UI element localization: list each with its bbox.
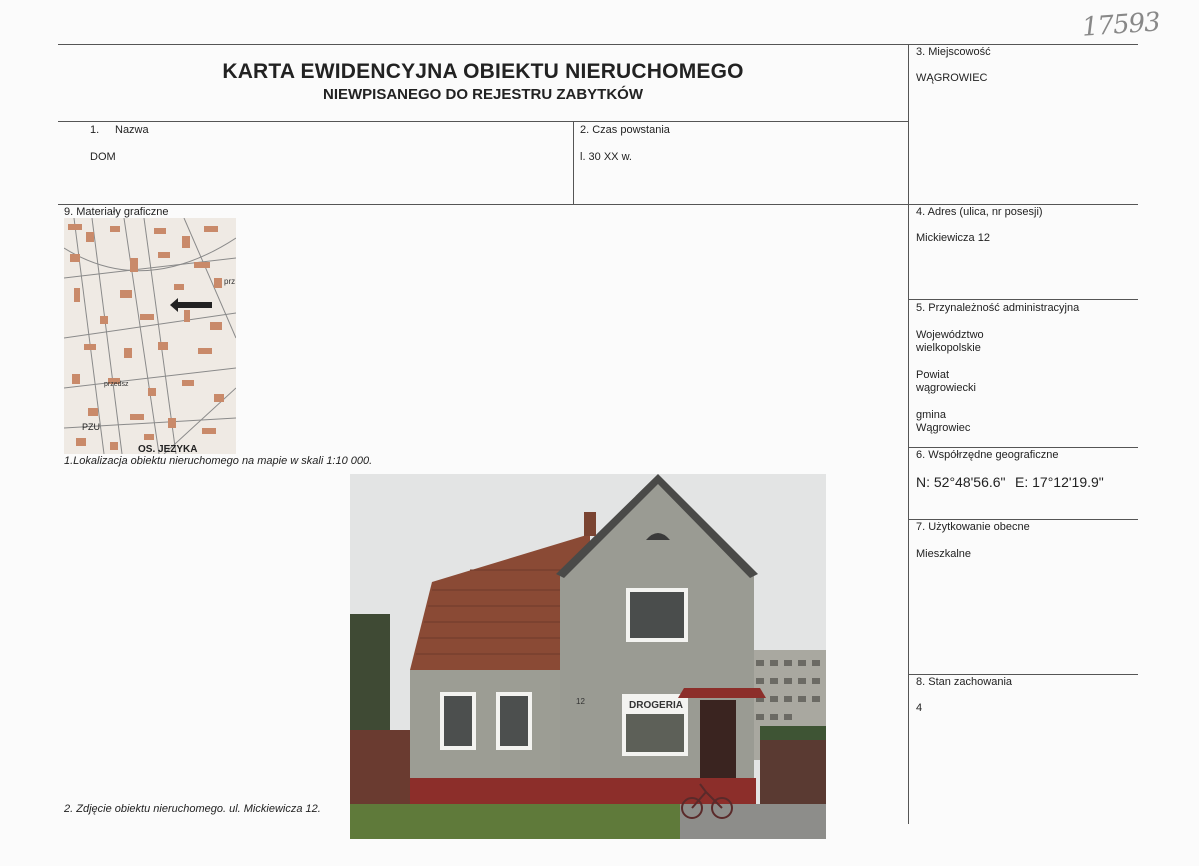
wojewodztwo-label: Województwo xyxy=(916,329,984,341)
field-miejscowosc-label: 3. Miejscowość xyxy=(916,46,991,58)
field-nazwa-label: Nazwa xyxy=(115,124,149,136)
field-uzytkowanie-label: 7. Użytkowanie obecne xyxy=(916,521,1030,533)
card-subtitle: NIEWPISANEGO DO REJESTRU ZABYTKÓW xyxy=(322,86,644,103)
field-stan-value: 4 xyxy=(916,702,923,714)
field-nazwa-number: 1. xyxy=(90,124,100,136)
field-czas-value: l. 30 XX w. xyxy=(580,151,632,163)
powiat-label: Powiat xyxy=(916,369,950,381)
divider xyxy=(58,121,908,122)
field-nazwa-value: DOM xyxy=(90,151,116,163)
field-adres-value: Mickiewicza 12 xyxy=(916,232,990,244)
gmina-value: Wągrowiec xyxy=(916,422,971,434)
field-materialy-label: 9. Materiały graficzne xyxy=(64,206,169,218)
field-przynaleznosc-label: 5. Przynależność administracyjna xyxy=(916,302,1080,314)
field-uzytkowanie-value: Mieszkalne xyxy=(916,548,972,560)
building-photo xyxy=(350,474,826,839)
field-adres-label: 4. Adres (ulica, nr posesji) xyxy=(916,206,1043,218)
map-label-prz: prz xyxy=(224,277,236,286)
coord-north: N: 52°48'56.6" xyxy=(916,474,1006,490)
map-label-przedsz: przedsz xyxy=(104,381,129,388)
column-divider xyxy=(573,121,574,204)
top-border xyxy=(58,44,1138,45)
coord-east: E: 17°12'19.9" xyxy=(1015,474,1104,490)
field-miejscowosc-value: WĄGROWIEC xyxy=(916,72,988,84)
divider xyxy=(908,519,1138,520)
wojewodztwo-value: wielkopolskie xyxy=(916,342,981,354)
photo-caption: 2. Zdjęcie obiektu nieruchomego. ul. Mickiewicza 12. xyxy=(64,803,321,815)
field-wspolrzedne-label: 6. Współrzędne geograficzne xyxy=(916,449,1059,461)
location-map xyxy=(64,218,236,454)
archive-number: 17593 xyxy=(1081,7,1161,43)
divider xyxy=(908,447,1138,448)
divider xyxy=(58,204,1138,205)
field-czas-label: 2. Czas powstania xyxy=(580,124,670,136)
divider xyxy=(908,674,1138,675)
card-title: KARTA EWIDENCYJNA OBIEKTU NIERUCHOMEGO xyxy=(222,60,744,83)
gmina-label: gmina xyxy=(916,409,946,421)
column-divider xyxy=(908,44,909,824)
map-caption: 1.Lokalizacja obiektu nieruchomego na mapie w skali 1:10 000. xyxy=(64,455,373,467)
map-label-pzu: PZU xyxy=(82,422,100,432)
shop-sign: DROGERIA xyxy=(629,700,683,711)
house-number: 12 xyxy=(576,697,585,706)
divider xyxy=(908,299,1138,300)
powiat-value: wągrowiecki xyxy=(916,382,976,394)
map-label-district: OS. JEZYKA xyxy=(138,444,198,454)
field-stan-label: 8. Stan zachowania xyxy=(916,676,1013,688)
